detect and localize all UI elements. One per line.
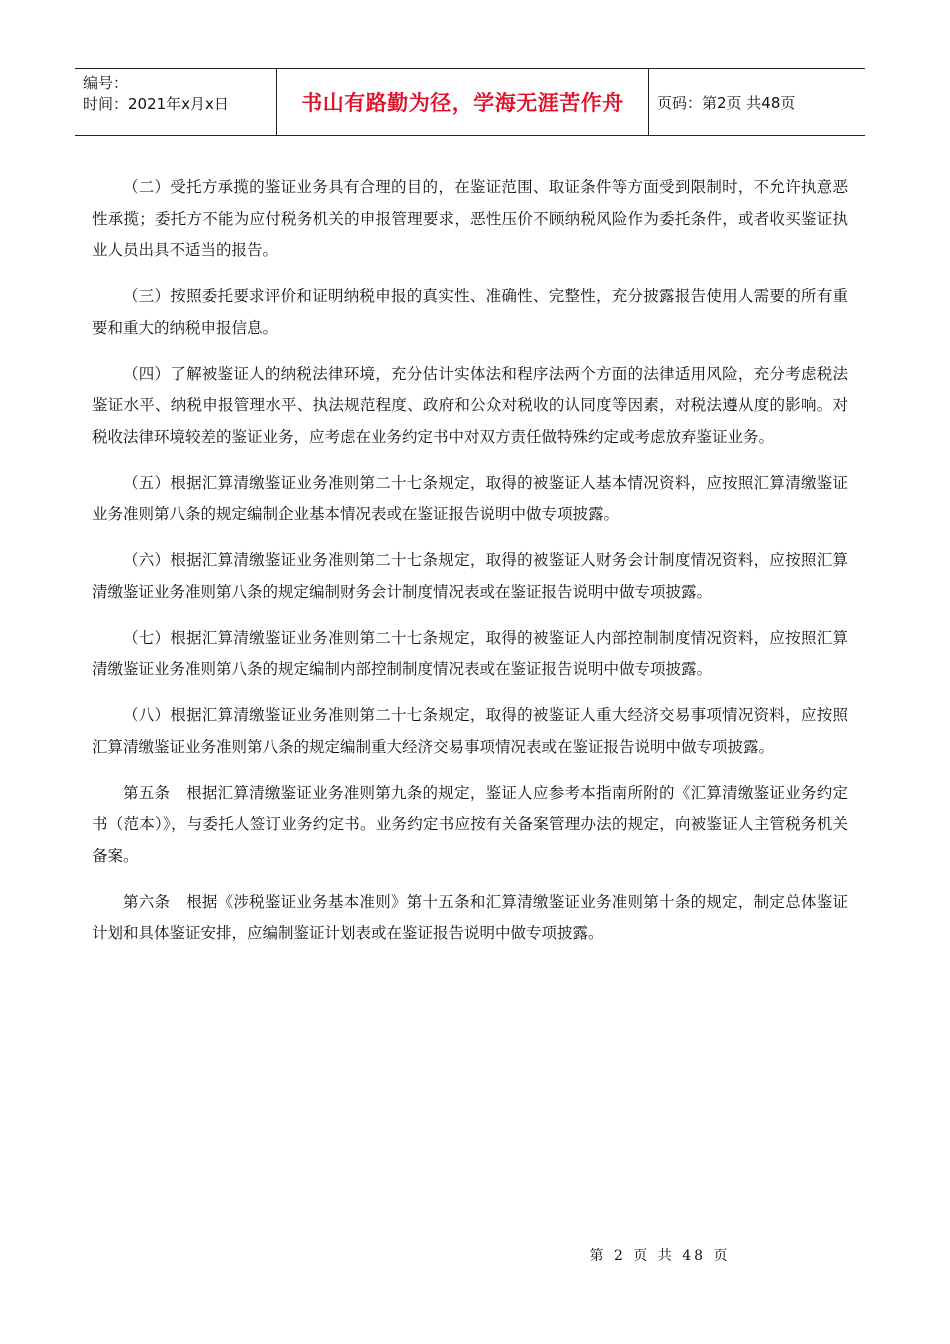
paragraph-article-5: 第五条 根据汇算清缴鉴证业务准则第九条的规定，鉴证人应参考本指南所附的《汇算清缴鉴证业务约定书（范本）》，与委托人签订业务约定书。业务约定书应按有关备案管理办法的规定，向被鉴证人主管税务机关备案。	[92, 783, 848, 865]
document-number-label: 编号：	[83, 74, 129, 92]
paragraph-item-2: （二）受托方承揽的鉴证业务具有合理的目的，在鉴证范围、取证条件等方面受到限制时，不允许执意恶性承揽；委托方不能为应付税务机关的申报管理要求，恶性压价不顾纳税风险作为委托条件，或者收买鉴证执业人员出具不适当的报告。	[92, 178, 848, 259]
paragraph-item-8: （八）根据汇算清缴鉴证业务准则第二十七条规定，取得的被鉴证人重大经济交易事项情况资料，应按照汇算清缴鉴证业务准则第八条的规定编制重大经济交易事项情况表或在鉴证报告说明中做专项披露。	[92, 706, 848, 756]
paragraph-item-6: （六）根据汇算清缴鉴证业务准则第二十七条规定，取得的被鉴证人财务会计制度情况资料，应按照汇算清缴鉴证业务准则第八条的规定编制财务会计制度情况表或在鉴证报告说明中做专项披露。	[92, 551, 848, 601]
document-date: 时间：2021年x月x日	[83, 95, 229, 113]
header-page-info: 页码：第2页 共48页	[657, 93, 796, 112]
header-motto: 书山有路勤为径，学海无涯苦作舟	[277, 69, 649, 135]
paragraph-article-6: 第六条 根据《涉税鉴证业务基本准则》第十五条和汇算清缴鉴证业务准则第十条的规定，制定总体鉴证计划和具体鉴证安排，应编制鉴证计划表或在鉴证报告说明中做专项披露。	[92, 892, 848, 942]
paragraph-item-5: （五）根据汇算清缴鉴证业务准则第二十七条规定，取得的被鉴证人基本情况资料，应按照汇算清缴鉴证业务准则第八条的规定编制企业基本情况表或在鉴证报告说明中做专项披露。	[92, 473, 848, 523]
paragraph-item-4: （四）了解被鉴证人的纳税法律环境，充分估计实体法和程序法两个方面的法律适用风险，充分考虑税法鉴证水平、纳税申报管理水平、执法规范程度、政府和公众对税收的认同度等因素，对税法遵从度的影响。对税收法律环境较差的鉴证业务，应考虑在业务约定书中对双方责任做特殊约定或考虑放弃鉴证业务。	[92, 364, 848, 446]
document-body	[92, 172, 848, 964]
header-meta	[75, 69, 277, 135]
page-header	[75, 68, 865, 136]
page-footer: 第 2 页 共 48 页	[589, 1248, 731, 1264]
paragraph-item-3: （三）按照委托要求评价和证明纳税申报的真实性、准确性、完整性，充分披露报告使用人需要的所有重要和重大的纳税申报信息。	[92, 287, 848, 337]
paragraph-item-7: （七）根据汇算清缴鉴证业务准则第二十七条规定，取得的被鉴证人内部控制制度情况资料，应按照汇算清缴鉴证业务准则第八条的规定编制内部控制制度情况表或在鉴证报告说明中做专项披露。	[92, 628, 848, 678]
